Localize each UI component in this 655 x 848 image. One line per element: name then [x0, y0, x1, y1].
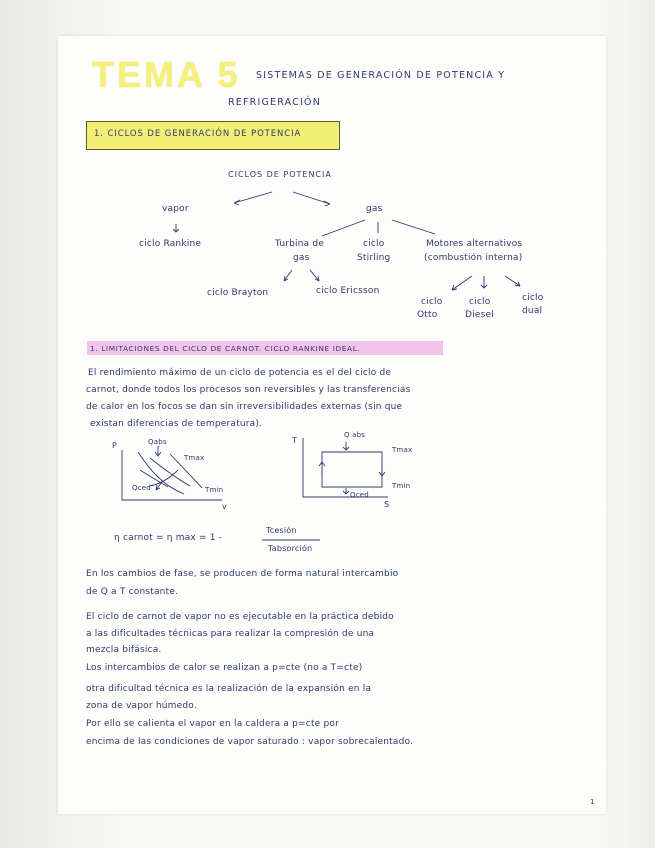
para1-line-3: de calor en los focos se dan sin irreversibilidades externas (sin que	[86, 402, 403, 412]
note-line-7: otra dificultad técnica es la realización de la expansión en la	[86, 684, 372, 694]
pv-qced: Qced	[132, 484, 151, 492]
section2-heading: 1. LIMITACIONES DEL CICLO DE CARNOT. CICLO RANKINE IDEAL.	[90, 344, 361, 353]
note-line-8: zona de vapor húmedo.	[86, 701, 197, 711]
formula-numerator: Tcesión	[266, 526, 297, 535]
tree-diesel-1: ciclo	[469, 297, 491, 307]
page-number: 1	[590, 798, 595, 806]
pv-tmax: Tmax	[184, 454, 205, 462]
formula-lhs: η carnot = η max = 1 -	[114, 533, 223, 543]
tree-brayton: ciclo Brayton	[207, 288, 269, 298]
page-title: TEMA 5	[92, 54, 241, 95]
formula-denominator: Tabsorción	[268, 544, 313, 553]
tree-otto-2: Otto	[417, 310, 438, 320]
ts-tmin: Tmin	[392, 482, 411, 490]
tree-stirling-2: Stirling	[357, 253, 391, 263]
para1-line-4: existan diferencias de temperatura).	[90, 419, 263, 429]
para1-line-1: El rendimiento máximo de un ciclo de potencia es el del ciclo de	[88, 368, 392, 378]
ts-qced: Qced	[350, 491, 369, 499]
ts-qabs: Q abs	[344, 431, 366, 439]
tree-dual-2: dual	[522, 306, 543, 316]
tree-motores-1: Motores alternativos	[426, 239, 523, 249]
tree-stirling-1: ciclo	[363, 239, 385, 249]
note-line-6: Los intercambios de calor se realizan a p=cte (no a T=cte)	[86, 663, 363, 673]
section1-heading: 1. CICLOS DE GENERACIÓN DE POTENCIA	[94, 129, 302, 139]
tree-turbina-1: Turbina de	[275, 239, 325, 249]
tree-vapor: vapor	[162, 204, 189, 214]
note-line-4: a las dificultades técnicas para realizar la compresión de una	[86, 629, 375, 639]
para1-line-2: carnot, donde todos los procesos son reversibles y las transferencias	[86, 385, 411, 395]
tree-ericsson: ciclo Ericsson	[316, 286, 380, 296]
tree-otto-1: ciclo	[421, 297, 443, 307]
pv-qabs: Qabs	[148, 438, 167, 446]
tree-root: CICLOS DE POTENCIA	[228, 170, 332, 179]
note-line-1: En los cambios de fase, se producen de forma natural intercambio	[86, 569, 399, 579]
subtitle-line-2: REFRIGERACIÓN	[228, 97, 322, 108]
tree-dual-1: ciclo	[522, 293, 544, 303]
subtitle-line-1: SISTEMAS DE GENERACIÓN DE POTENCIA Y	[256, 70, 506, 81]
tree-motores-2: (combustión interna)	[424, 253, 523, 263]
pv-axis-p: P	[112, 441, 118, 450]
note-line-5: mezcla bifásica.	[86, 645, 162, 655]
tree-turbina-2: gas	[293, 253, 310, 263]
note-line-10: encima de las condiciones de vapor saturado : vapor sobrecalentado.	[86, 737, 414, 747]
note-line-9: Por ello se calienta el vapor en la caldera a p=cte por	[86, 719, 339, 729]
ts-tmax: Tmax	[392, 446, 413, 454]
pv-tmin: Tmin	[205, 486, 224, 494]
note-line-2: de Q a T constante.	[86, 587, 179, 597]
pv-axis-v: v	[222, 502, 227, 511]
ts-axis-t: T	[292, 436, 298, 445]
tree-gas: gas	[366, 204, 383, 214]
tree-rankine: ciclo Rankine	[139, 239, 202, 249]
note-line-3: El ciclo de carnot de vapor no es ejecutable en la práctica debido	[86, 612, 394, 622]
ts-axis-s: S	[384, 500, 390, 509]
tree-diesel-2: Diesel	[465, 310, 494, 320]
